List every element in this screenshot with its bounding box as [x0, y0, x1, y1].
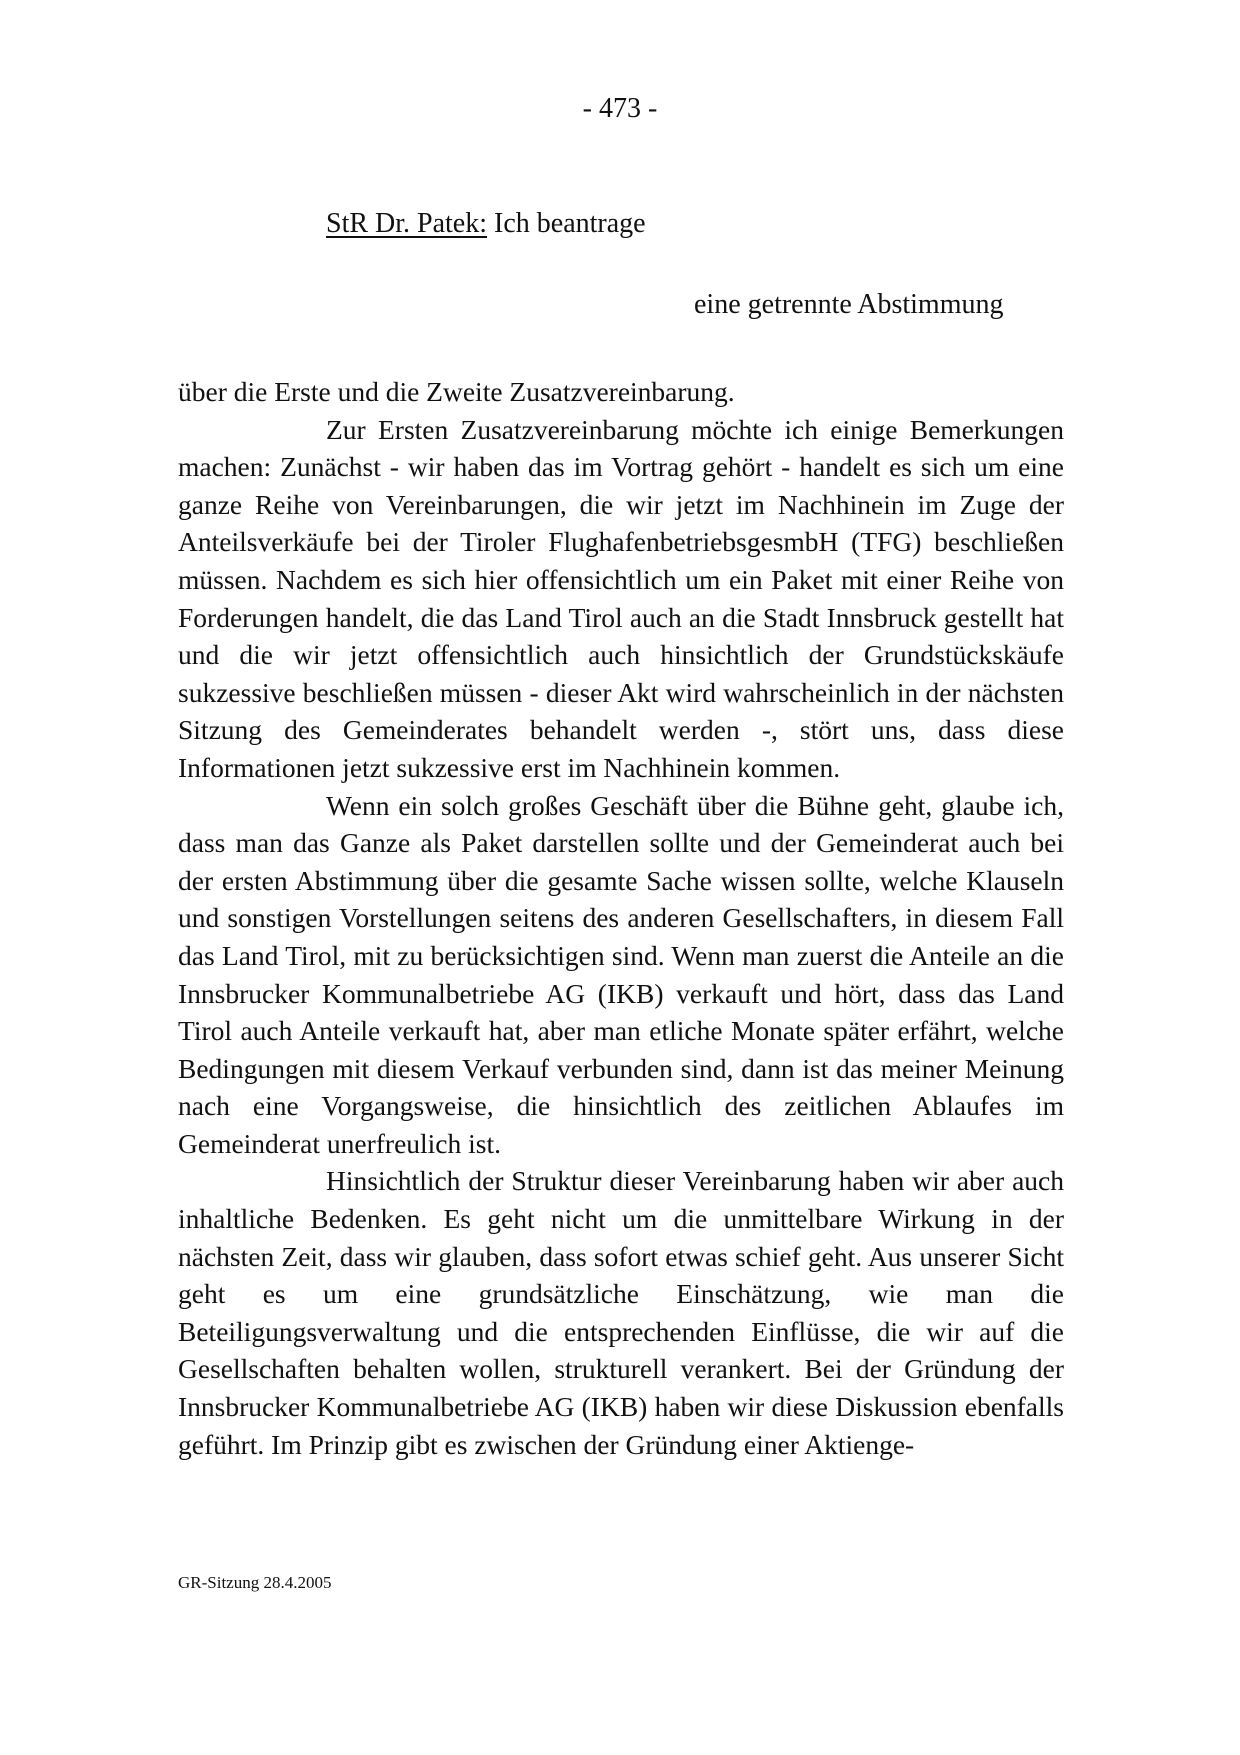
document-body [178, 373, 1064, 1463]
page-footer: GR-Sitzung 28.4.2005 [178, 1573, 332, 1592]
page-number: - 473 - [582, 93, 658, 124]
speaker-line [326, 207, 646, 241]
speaker-name: StR Dr. Patek: [326, 208, 488, 239]
paragraph: Hinsichtlich der Struktur dieser Vereinbarung haben wir aber auch inhaltliche Bedenken. Es geht nicht um die unmittelbare Wirkung in der nächsten Zeit, dass wir glauben, dass sofort etwas schief geht. Aus unserer Sicht geht es um eine grundsätzliche Einschätzung, wie man die Beteiligungsverwaltung und die entsprechenden Einflüsse, die wir auf die Gesellschaften behalten wollen, strukturell verankert. Bei der Gründung der Innsbrucker Kommunalbetriebe AG (IKB) haben wir diese Diskussion ebenfalls geführt. Im Prinzip gibt es zwischen der Gründung einer Aktienge- [178, 1165, 1064, 1460]
speaker-intro: Ich beantrage [487, 208, 646, 239]
paragraph: Zur Ersten Zusatzvereinbarung möchte ich einige Bemerkungen machen: Zunächst - wir haben das im Vortrag gehört - handelt es sich um eine ganze Reihe von Vereinbarungen, die wir jetzt im Nachhinein im Zuge der Anteilsverkäufe bei der Tiroler FlughafenbetriebsgesmbH (TFG) beschließen müssen. Nachdem es sich hier offensichtlich um ein Paket mit einer Reihe von Forderungen handelt, die das Land Tirol auch an die Stadt Innsbruck gestellt hat und die wir jetzt offensichtlich auch hinsichtlich der Grundstückskäufe sukzessive beschließen müssen - dieser Akt wird wahrscheinlich in der nächsten Sitzung des Gemeinderates behandelt werden -, stört uns, dass diese Informationen jetzt sukzessive erst im Nachhinein kommen. [178, 413, 1064, 783]
motion-text: eine getrennte Abstimmung [694, 289, 1004, 320]
paragraph: über die Erste und die Zweite Zusatzvereinbarung. [178, 376, 735, 407]
paragraph: Wenn ein solch großes Geschäft über die Bühne geht, glaube ich, dass man das Ganze als Paket darstellen sollte und der Gemeinderat auch bei der ersten Abstimmung über die gesamte Sache wissen sollte, welche Klauseln und sonstigen Vorstellungen seitens des anderen Gesellschafters, in diesem Fall das Land Tirol, mit zu berücksichtigen sind. Wenn man zuerst die Anteile an die Innsbrucker Kommunalbetriebe AG (IKB) verkauft und hört, dass das Land Tirol auch Anteile verkauft hat, aber man etliche Monate später erfährt, welche Bedingungen mit diesem Verkauf verbunden sind, dann ist das meiner Meinung nach eine Vorgangsweise, die hinsichtlich des zeitlichen Ablaufes im Gemeinderat unerfreulich ist. [178, 789, 1064, 1159]
